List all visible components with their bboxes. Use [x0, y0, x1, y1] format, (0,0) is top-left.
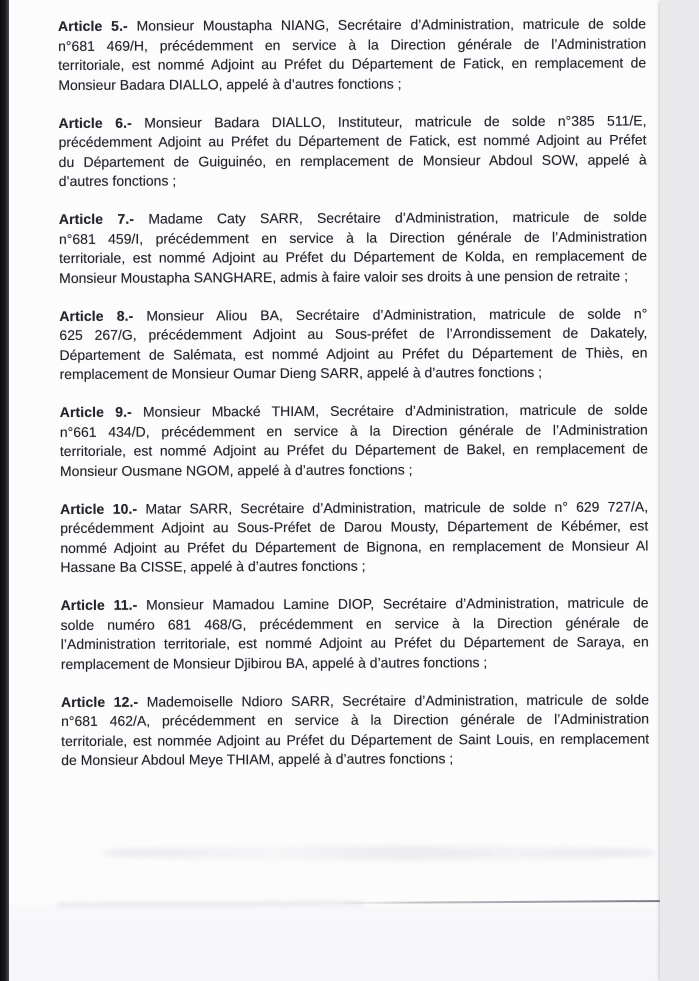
article-line: n°661 434/D, précédemment en service à la Direction générale de l’Administration — [59, 420, 648, 440]
article-line: Article 11.- Monsieur Mamadou Lamine DIOP, Secrétaire d’Administration, matricule de — [60, 594, 649, 613]
article-paragraph — [59, 207, 647, 288]
scanner-background — [660, 0, 699, 981]
article-label: Article 6.- — [58, 114, 132, 131]
article-line: Monsieur Ousmane NGOM, appelé à d’autres fonctions ; — [59, 460, 413, 479]
document-body — [58, 14, 649, 789]
article-paragraph — [58, 111, 646, 192]
article-paragraph — [60, 400, 648, 481]
scan-bottom-shading — [9, 905, 660, 981]
article-line: Article 9.- Monsieur Mbacké THIAM, Secrétaire d’Administration, matricule de solde — [59, 401, 648, 420]
article-line: l’Administration territoriale, est nommé Adjoint au Préfet du Département de Saraya, en — [60, 633, 649, 652]
article-line: Article 7.- Madame Caty SARR, Secrétaire d’Administration, matricule de solde — [58, 208, 647, 227]
document-page — [9, 0, 660, 981]
article-line: n°681 459/I, précédemment en service à la Direction générale de l’Administration — [58, 227, 647, 247]
article-line: Hassane Ba CISSE, appelé à d’autres fonctions ; — [60, 557, 366, 575]
article-line: Monsieur Badara DIALLO, appelé à d’autres fonctions ; — [58, 75, 402, 93]
article-paragraph — [60, 497, 648, 578]
article-label: Article 7.- — [58, 210, 135, 227]
article-line: Article 5.- Monsieur Moustapha NIANG, Secrétaire d’Administration, matricule de solde — [58, 15, 647, 34]
article-line: 625 267/G, précédemment Adjoint au Sous-préfet de l’Arrondissement de Dakately, — [59, 324, 648, 343]
article-line: n°681 462/A, précédemment en service à la Direction générale de l’Administration — [61, 710, 650, 729]
article-label: Article 11.- — [60, 596, 138, 613]
article-line: de Monsieur Abdoul Meye THIAM, appelé à d’autres fonctions ; — [61, 750, 454, 768]
article-label: Article 5.- — [58, 17, 128, 34]
article-line: précédemment Adjoint au Sous-Préfet de Darou Mousty, Département de Kébémer, est — [60, 517, 649, 536]
article-line: Article 10.- Matar SARR, Secrétaire d’Administration, matricule de solde n° 629 727/A, — [60, 497, 649, 517]
article-line: territoriale, est nommé Adjoint au Préfet du Département de Bakel, en remplacement de — [59, 440, 648, 459]
article-line: du Département de Guiguinéo, en remplacement de Monsieur Abdoul SOW, appelé à — [58, 150, 647, 170]
scan-left-edge — [0, 0, 9, 981]
article-line: Article 6.- Monsieur Badara DIALLO, Instituteur, matricule de solde n°385 511/E, — [58, 111, 647, 131]
article-line: d’autres fonctions ; — [58, 172, 177, 189]
article-line: territoriale, est nommé Adjoint au Préfet du Département de Fatick, en remplacement de — [58, 54, 647, 73]
scan-noise-band — [104, 846, 654, 860]
article-label: Article 8.- — [59, 307, 134, 324]
article-line: précédemment Adjoint au Préfet du Département de Fatick, est nommé Adjoint au Préfet — [58, 131, 647, 150]
article-line: nommé Adjoint au Préfet du Département de Bignona, en remplacement de Monsieur Al — [60, 536, 649, 556]
scan-artifact-line — [339, 900, 669, 904]
article-line: solde numéro 681 468/G, précédemment en service à la Direction générale de — [60, 613, 649, 633]
article-line: remplacement de Monsieur Oumar Dieng SARR, appelé à d’autres fonctions ; — [59, 363, 543, 382]
article-line: Article 8.- Monsieur Aliou BA, Secrétaire d’Administration, matricule de solde n° — [59, 304, 648, 324]
article-paragraph — [59, 304, 647, 385]
article-paragraph — [61, 593, 649, 674]
article-paragraph — [58, 14, 646, 95]
article-line: remplacement de Monsieur Djibirou BA, appelé à d’autres fonctions ; — [60, 653, 488, 672]
article-line: Département de Salémata, est nommé Adjoint au Préfet du Département de Thiès, en — [59, 343, 648, 363]
article-line: Article 12.- Mademoiselle Ndioro SARR, Secrétaire d’Administration, matricule de solde — [60, 690, 650, 710]
article-line: n°681 469/H, précédemment en service à la Direction générale de l’Administration — [58, 34, 647, 54]
article-label: Article 9.- — [59, 403, 132, 420]
article-line: territoriale, est nommé Adjoint au Préfet du Département de Kolda, en remplacement de — [59, 247, 648, 266]
article-line: Monsieur Moustapha SANGHARE, admis à faire valoir ses droits à une pension de retraite ; — [59, 267, 628, 286]
article-label: Article 10.- — [60, 500, 138, 517]
article-label: Article 12.- — [60, 693, 139, 710]
article-line: territoriale, est nommée Adjoint au Préfet du Département de Saint Louis, en remplacement — [61, 729, 650, 749]
article-paragraph — [61, 690, 649, 771]
